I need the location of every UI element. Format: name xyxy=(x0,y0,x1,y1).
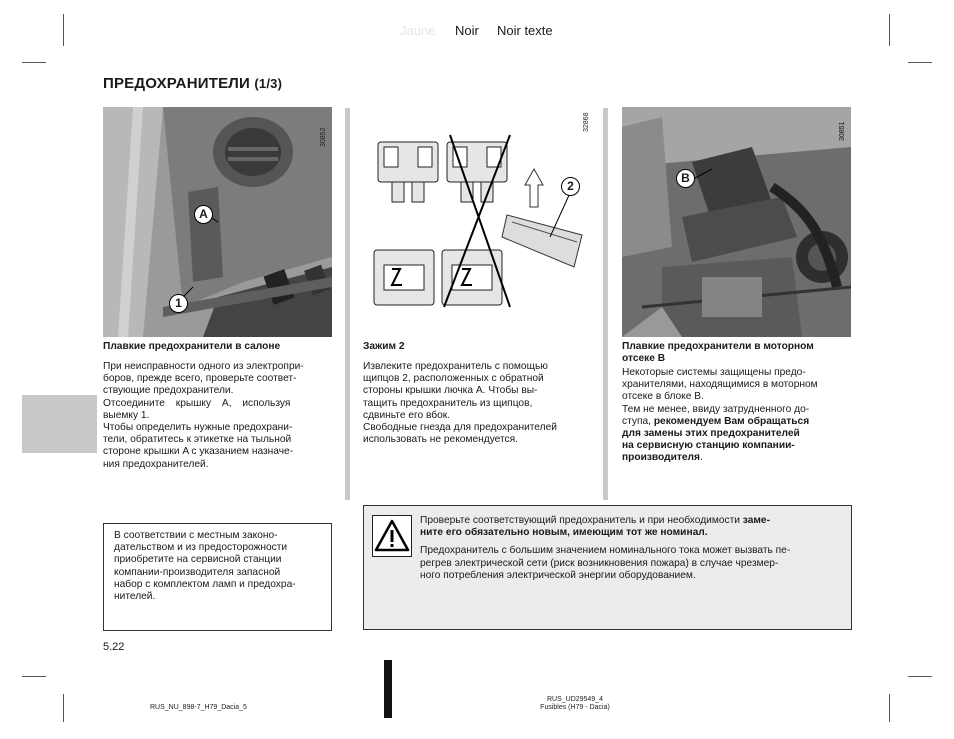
body-bold-fragment: производителя xyxy=(622,452,700,464)
body-line xyxy=(622,440,851,452)
warning-bold: ните его обязательно новым, имеющим тот же номинал. xyxy=(420,527,708,539)
warning-line: Предохранитель с большим значением номинального тока может вызвать пе- xyxy=(420,545,791,557)
body-line: тащить предохранитель из щипцов, xyxy=(363,397,533,409)
body-line: ния предохранителей. xyxy=(103,458,209,470)
crop-mark xyxy=(908,676,932,677)
engine-photo-art xyxy=(622,107,851,337)
body-plain-fragment: ступа, xyxy=(622,415,654,427)
callout-2 xyxy=(561,177,580,196)
engine-caption-line1: Плавкие предохранители в моторном xyxy=(622,341,814,352)
page-title-main: ПРЕДОХРАНИТЕЛИ xyxy=(103,75,250,92)
interior-body xyxy=(103,361,332,471)
body-bold-fragment: для замены этих предохранителей xyxy=(622,428,800,440)
body-line: ствующие предохранители. xyxy=(103,385,234,397)
page-title-part: (1/3) xyxy=(254,76,283,91)
color-label-black: Noir xyxy=(455,23,479,38)
warning-text xyxy=(420,515,842,582)
callout-a xyxy=(194,205,213,224)
body-line: стороны крышки лючка A. Чтобы вы- xyxy=(363,385,538,397)
body-line: Чтобы определить нужные предохрани- xyxy=(103,422,293,434)
notice-line: дательством и из предосторожности xyxy=(114,542,288,554)
callout-b xyxy=(676,169,695,188)
center-registration-bar xyxy=(384,660,392,718)
fuse-clip-diagram xyxy=(362,107,593,337)
body-line xyxy=(622,452,851,464)
interior-photo-art xyxy=(103,107,332,337)
page-title xyxy=(103,75,282,92)
body-line: сдвиньте его вбок. xyxy=(363,409,451,421)
body-line: Тем не менее, ввиду затрудненного до- xyxy=(622,403,810,415)
crop-mark xyxy=(63,14,64,46)
notice-line: В соответствии с местным законо- xyxy=(114,530,278,541)
body-line: щипцов 2, расположенных с обратной xyxy=(363,373,544,385)
callout-1 xyxy=(169,294,188,313)
body-line: тели, обратитесь к этикетке на тыльной xyxy=(103,434,292,446)
clip-body xyxy=(363,361,591,446)
clip-caption xyxy=(363,341,593,353)
engine-fuse-photo xyxy=(622,107,851,337)
footer-right-code xyxy=(520,696,630,712)
body-line: хранителями, находящимися в моторном xyxy=(622,379,818,391)
body-bold-fragment: на сервисную станцию компании- xyxy=(622,440,795,452)
body-bold-fragment: рекомендуем Вам обращаться xyxy=(653,415,810,427)
clip-caption-text: Зажим 2 xyxy=(363,341,405,352)
side-tab xyxy=(22,395,97,453)
footer-right-line1: RUS_UD29549_4 xyxy=(546,696,604,703)
spare-kit-notice xyxy=(103,523,332,631)
footer-right-line2: Fusibles (H79 - Dacia) xyxy=(540,704,610,711)
engine-caption-line2: отсеке B xyxy=(622,353,666,364)
column-separator xyxy=(603,108,608,500)
crop-mark xyxy=(889,694,890,722)
warning-plain: Проверьте соответствующий предохранитель и при необходимости xyxy=(420,515,743,526)
callout-1-label: 1 xyxy=(175,296,182,310)
engine-body xyxy=(622,367,851,465)
interior-photo-code: 30852 xyxy=(320,127,327,147)
body-line xyxy=(622,416,851,428)
body-line: Извлеките предохранитель с помощью xyxy=(363,361,548,372)
color-label-black-text: Noir texte xyxy=(497,23,553,38)
interior-caption: Плавкие предохранители в салоне xyxy=(103,341,281,352)
body-line: Некоторые системы защищены предо- xyxy=(622,367,806,378)
body-line: выемку 1. xyxy=(103,409,150,421)
warning-triangle-icon xyxy=(373,516,411,556)
engine-photo-code: 30851 xyxy=(839,121,846,141)
warning-para1 xyxy=(420,515,842,539)
callout-a-label: A xyxy=(199,207,208,221)
body-line: боров, прежде всего, проверьте соответ- xyxy=(103,373,297,385)
footer-left-code: RUS_NU_898-7_H79_Dacia_5 xyxy=(150,704,247,711)
warning-line: регрев электрической сети (риск возникновения пожара) в случае чрезмер- xyxy=(420,557,779,569)
interior-fuse-photo xyxy=(103,107,332,337)
engine-caption xyxy=(622,341,854,365)
warning-bold: заме- xyxy=(742,515,770,526)
callout-2-label: 2 xyxy=(567,179,574,193)
column-separator xyxy=(345,108,350,500)
callout-b-label: B xyxy=(681,171,690,185)
body-line: Отсоедините крышку A, используя xyxy=(103,397,291,409)
crop-mark xyxy=(63,694,64,722)
notice-line: набор с комплектом ламп и предохра- xyxy=(114,578,296,590)
crop-mark xyxy=(908,62,932,63)
warning-line: ного потребления электрической энергии оборудованием. xyxy=(420,569,696,581)
body-end: . xyxy=(699,452,703,464)
warning-box xyxy=(363,505,852,630)
diagram-code: 32868 xyxy=(583,112,590,132)
body-line: При неисправности одного из электропри- xyxy=(103,361,304,372)
notice-line: нителей. xyxy=(114,591,156,603)
crop-mark xyxy=(22,62,46,63)
fuse-diagram-art xyxy=(362,107,593,337)
body-line: Свободные гнезда для предохранителей xyxy=(363,422,557,434)
color-label-yellow: Jaune xyxy=(400,23,436,38)
warning-icon xyxy=(372,515,412,557)
body-line: отсеке в блоке B. xyxy=(622,391,704,403)
body-line xyxy=(622,428,851,440)
notice-line: компании-производителя запасной xyxy=(114,566,281,578)
crop-mark xyxy=(889,14,890,46)
body-line: использовать не рекомендуется. xyxy=(363,434,518,446)
page-number: 5.22 xyxy=(103,641,125,653)
notice-line: приобретите на сервисной станции xyxy=(114,554,282,566)
body-line: стороне крышки A с указанием назначе- xyxy=(103,446,294,458)
crop-mark xyxy=(22,676,46,677)
